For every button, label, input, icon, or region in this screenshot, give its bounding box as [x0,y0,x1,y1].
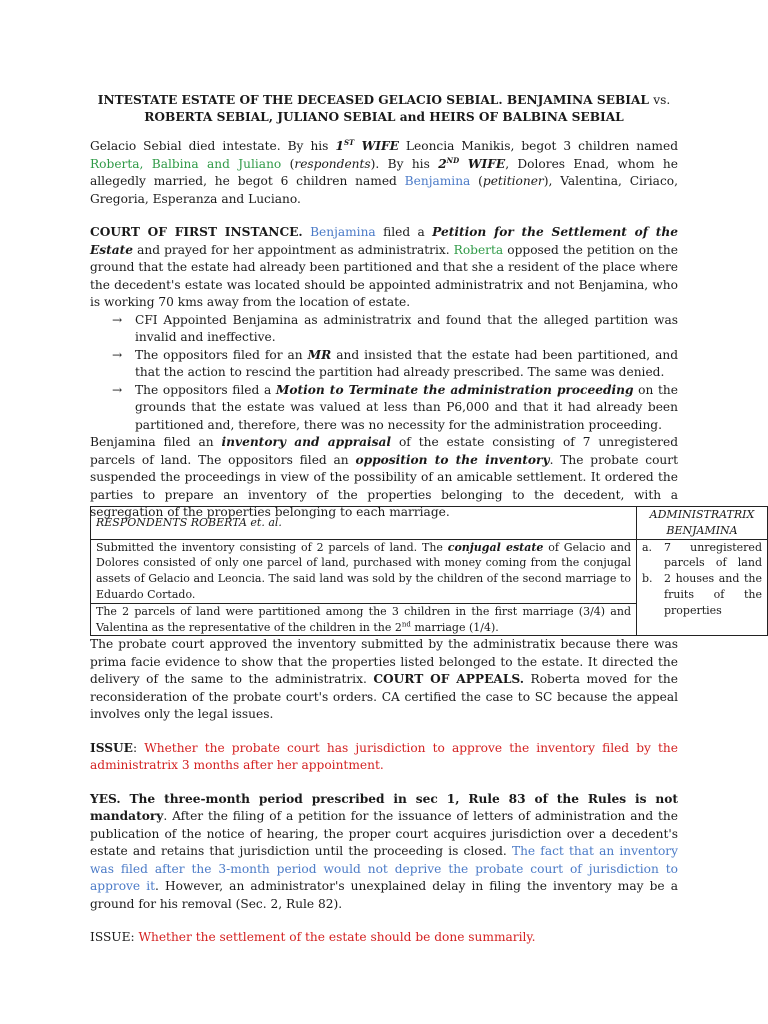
table-row: The 2 parcels of land were partitioned among the 3 children in the first marriage (3/4) and Valentina as the representative of the children in the 2nd marriage (1/4). [91,603,637,636]
list-item: b. 2 houses and the fruits of the properties [642,572,762,617]
list-item: a. 7 unregistered parcels of land [642,540,762,570]
cfi-paragraph: COURT OF FIRST INSTANCE. Benjamina filed a Petition for the Settlement of the Estate and prayed for her appointment as administratrix. Roberta opposed the petition on the ground that the estate had already been partitioned and that she a resident of the place where the decedent's estate was located should be appointed administratrix and not Benjamina, who is working 70 kms away from the location of estate. [90,225,678,309]
answer-1: YES. The three-month period prescribed in sec 1, Rule 83 of the Rules is not mandatory. After the filing of a petition for the issuance of letters of administration and the publication of the notice of hearing, the proper court acquires jurisdiction over a decedent's estate and retains that jurisdiction until the proceeding is closed. The fact that an inventory was filed after the 3-month period would not deprive the probate court of jurisdiction to approve it. However, an administrator's unexplained delay in filing the inventory may be a ground for his removal (Sec. 2, Rule 82). [90,791,679,911]
document-page [90,92,678,522]
list-item: → The oppositors filed for an MR and insisted that the estate had been partitioned, and that the action to rescind the partition had already prescribed. The same was denied. [112,347,678,379]
table-header-administratrix: ADMINISTRATRIX BENJAMINA [637,507,768,540]
cfi-heading: COURT OF FIRST INSTANCE. [90,225,303,239]
arrow-icon: → [112,382,123,397]
inventory-paragraph: Benjamina filed an inventory and appraisal of the estate consisting of 7 unregistered parcels of land. The oppositors filed an opposition to the inventory. The probate court suspended the proceedings in view of the possibility of an amicable settlement. It ordered the parties to prepare an inventory of the properties belonging to the decedent, with a segregation of the properties belonging to each marriage. [90,435,678,519]
list-item: → The oppositors filed a Motion to Terminate the administration proceeding on the grounds that the estate was valued at less than P6,000 and that it had already been partitioned and, therefore, there was no necessity for the administration proceeding. [112,382,678,432]
document-page-lower [90,636,678,947]
table-row: Submitted the inventory consisting of 2 parcels of land. The conjugal estate of Gelacio and Dolores consisted of only one parcel of land, purchased with money coming from the conjugal assets of Gelacio and Leoncia. The said land was sold by the children of the second marriage to Eduardo Cortado. [91,539,637,603]
issue-1: ISSUE: Whether the probate court has jurisdiction to approve the inventory filed by the administratrix 3 months after her appointment. [90,740,678,772]
ca-heading: COURT OF APPEALS. [373,672,525,686]
arrow-icon: → [112,347,123,362]
benjamina-name: Benjamina [404,174,471,188]
cfi-list [90,312,678,435]
table-header-respondents: RESPONDENTS ROBERTA et. al. [91,507,637,540]
intro-paragraph: Gelacio Sebial died intestate. By his 1ST WIFE Leoncia Manikis, begot 3 children named Roberta, Balbina and Juliano (respondents). By his 2ND WIFE, Dolores Enad, whom he allegedly married, he begot 6 children named Benjamina (petitioner), Valentina, Ciriaco, Gregoria, Esperanza and Luciano. [90,137,678,206]
first-marriage-children: Roberta, Balbina and Juliano [90,156,282,171]
issue-2: ISSUE: Whether the settlement of the estate should be done summarily. [90,930,536,944]
approval-paragraph: The probate court approved the inventory submitted by the administratix because there was prima facie evidence to show that the properties listed belonged to the estate. It directed the delivery of the same to the administratrix. COURT OF APPEALS. Roberta moved for the reconsideration of the probate court's orders. CA certified the case to SC because the appeal involves only the legal issues. [90,637,678,721]
list-item: → CFI Appointed Benjamina as administratrix and found that the alleged partition was invalid and ineffective. [112,312,678,344]
administratrix-cell [637,539,768,636]
case-title: INTESTATE ESTATE OF THE DECEASED GELACIO SEBIAL. BENJAMINA SEBIAL vs. ROBERTA SEBIAL, JULIANO SEBIAL and HEIRS OF BALBINA SEBIAL [97,93,671,124]
inventory-table [90,506,768,636]
arrow-icon: → [112,312,123,327]
